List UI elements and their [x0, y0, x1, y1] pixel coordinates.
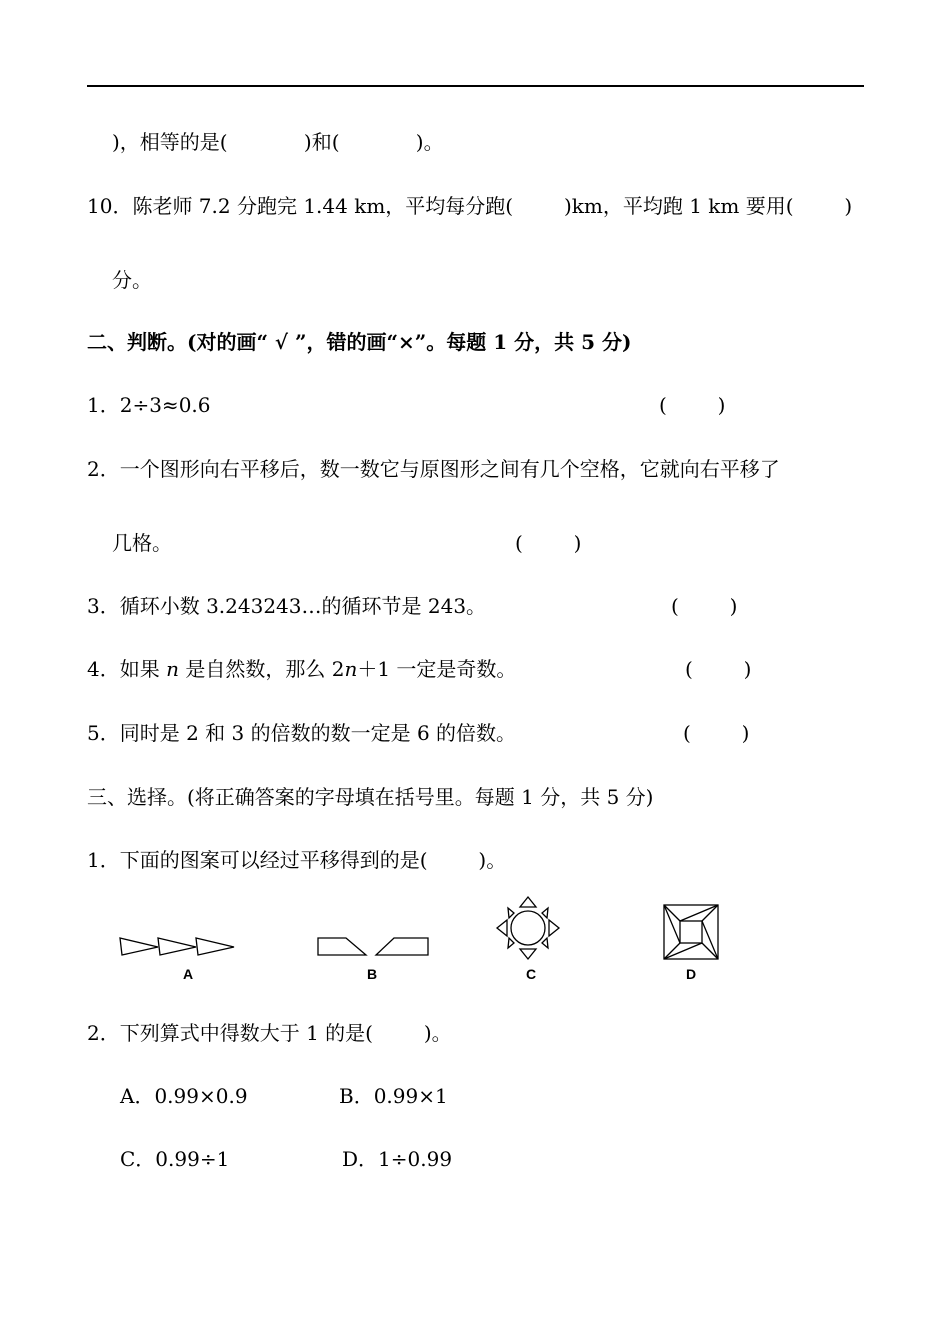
judge-4-var1: n	[166, 657, 179, 681]
header-rule	[87, 85, 864, 87]
figure-b-trapezoid-1	[318, 938, 366, 955]
figure-b-trapezoid-2	[376, 938, 428, 955]
judge-4-text	[87, 657, 516, 681]
judge-4-paren: ( )	[685, 657, 752, 681]
figure-a-label: A	[183, 966, 194, 982]
judge-1-text: 1．2÷3≈0.6	[87, 393, 211, 417]
section-2-title: 二、判断。(对的画“ √ ”，错的画“×”。每题 1 分，共 5 分)	[87, 330, 632, 354]
choice-2-option-c: C．0.99÷1	[120, 1147, 230, 1171]
figure-b-label: B	[367, 966, 378, 982]
figure-a-triangle-2	[158, 938, 196, 955]
judge-2-text2: 几格。	[112, 531, 172, 555]
figure-d-label: D	[686, 966, 697, 982]
choice-1-text: 1．下面的图案可以经过平移得到的是( )。	[87, 848, 507, 872]
figure-c-label: C	[526, 966, 537, 982]
choice-2-option-a: A．0.99×0.9	[120, 1084, 248, 1108]
figure-a-triangle-3	[196, 938, 234, 955]
judge-1-paren: ( )	[659, 393, 726, 417]
judge-4-mid: 是自然数，那么 2	[178, 657, 345, 681]
figures-svg	[110, 895, 750, 990]
judge-5-paren: ( )	[683, 721, 750, 745]
choice-2-option-b: B．0.99×1	[339, 1084, 448, 1108]
figure-c-star	[497, 897, 559, 959]
judge-4-post: ＋1 一定是奇数。	[357, 657, 517, 681]
judge-5-text: 5．同时是 2 和 3 的倍数的数一定是 6 的倍数。	[87, 721, 517, 745]
figure-d-pinwheel	[664, 905, 718, 959]
judge-4-pre: 4．如果	[87, 657, 167, 681]
judge-3-paren: ( )	[671, 594, 738, 618]
question-10-line1: 10．陈老师 7.2 分跑完 1.44 km，平均每分跑( )km，平均跑 1 km 要用( )	[87, 194, 853, 218]
figure-a-triangle-1	[120, 938, 158, 955]
question-10-line2: 分。	[112, 268, 152, 292]
judge-4-var2: n	[344, 657, 358, 681]
judge-2-paren: ( )	[515, 531, 582, 555]
choice-2-text: 2．下列算式中得数大于 1 的是( )。	[87, 1021, 452, 1045]
choice-1-figures	[110, 895, 750, 990]
judge-2-text: 2．一个图形向右平移后，数一数它与原图形之间有几个空格，它就向右平移了	[87, 457, 780, 481]
choice-2-option-d: D．1÷0.99	[342, 1147, 453, 1171]
judge-3-text: 3．循环小数 3.243243…的循环节是 243。	[87, 594, 487, 618]
carryover-line: )，相等的是( )和( )。	[112, 130, 444, 154]
section-3-title: 三、选择。(将正确答案的字母填在括号里。每题 1 分，共 5 分)	[87, 785, 654, 809]
